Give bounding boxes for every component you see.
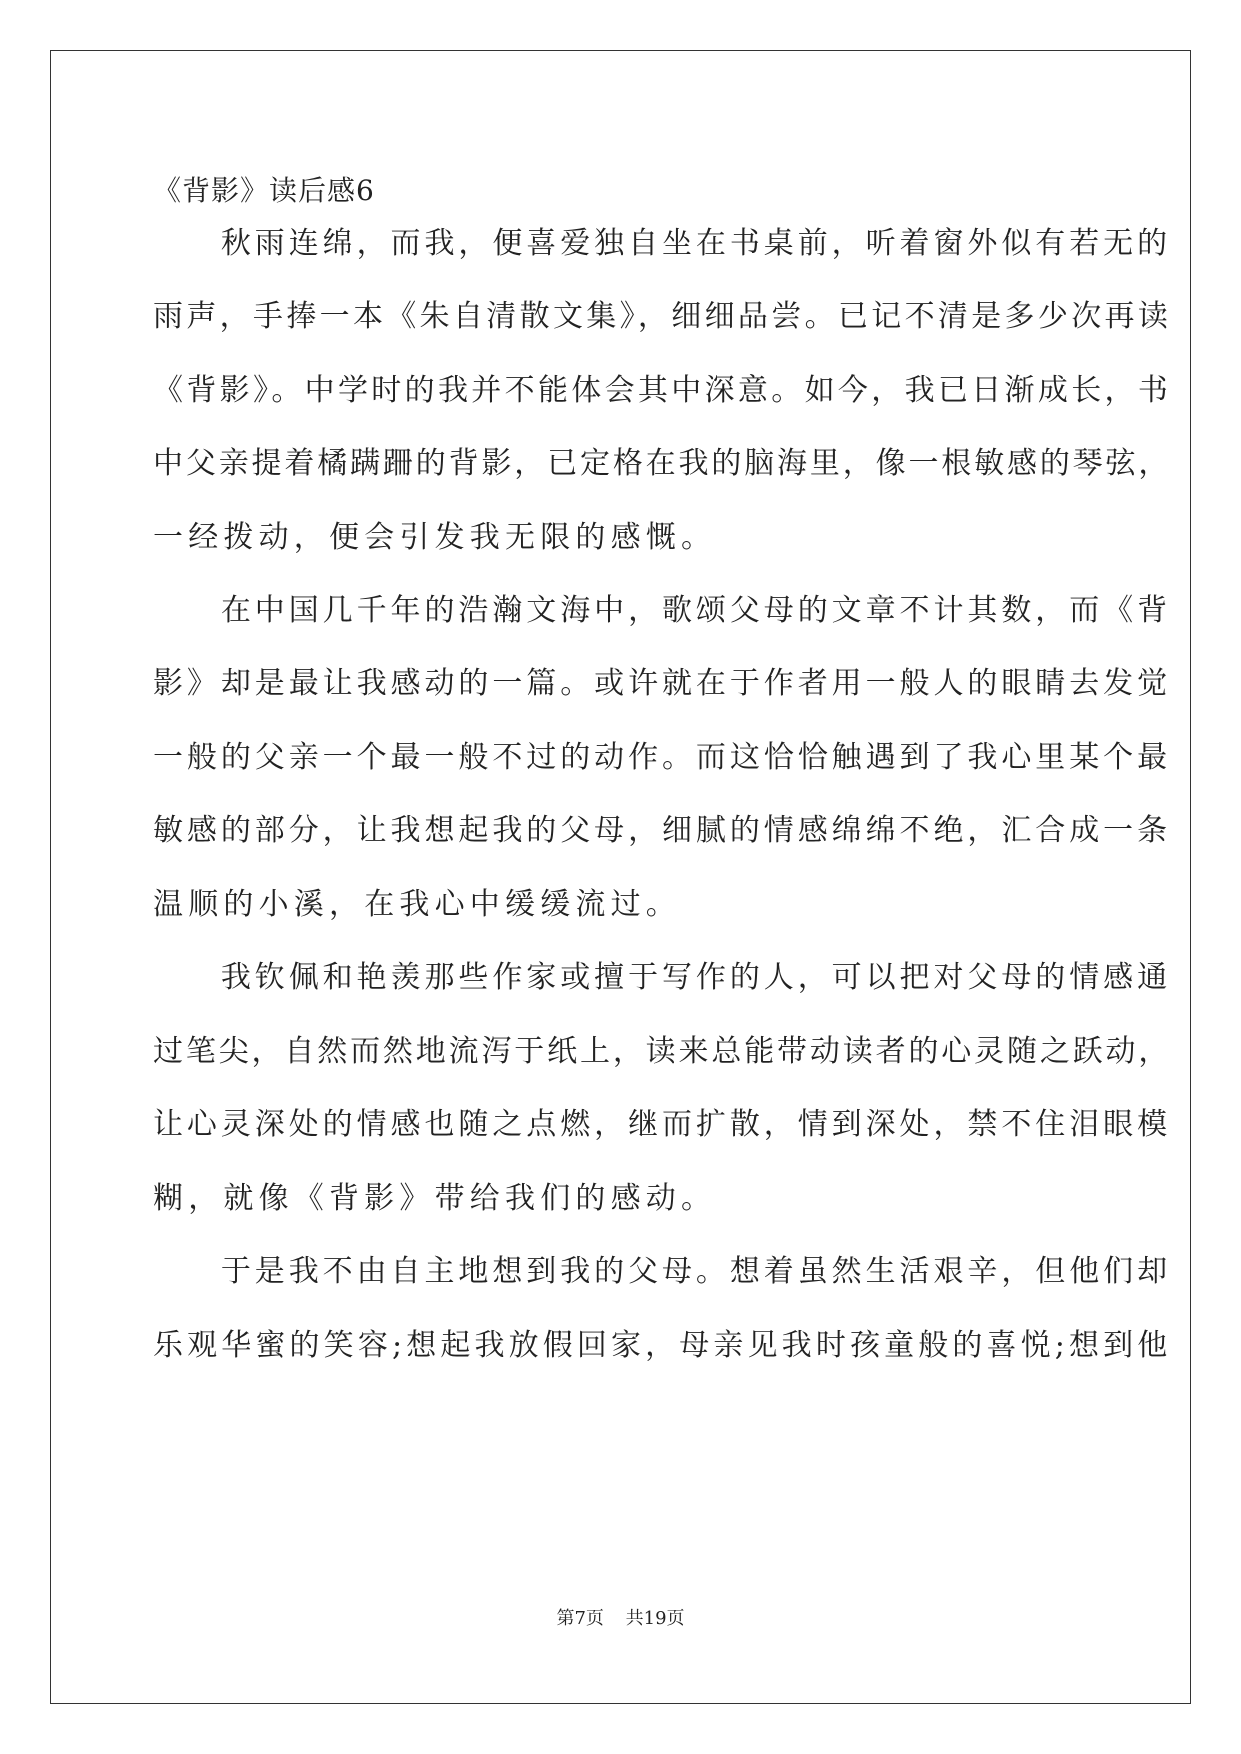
- text-line: 一经拨动，便会引发我无限的感慨。: [153, 520, 717, 555]
- text-line: 过笔尖，自然而然地流泻于纸上，读来总能带动读者的心灵随之跃动，: [153, 1034, 1172, 1069]
- text-line: 温顺的小溪，在我心中缓缓流过。: [153, 887, 681, 922]
- text-line: 我钦佩和艳羡那些作家或擅于写作的人，可以把对父母的情感通: [153, 960, 1171, 995]
- text-line: 在中国几千年的浩瀚文海中，歌颂父母的文章不计其数，而《背: [153, 593, 1171, 628]
- page-total: 共19页: [625, 1608, 685, 1629]
- page-number: 第7页: [556, 1608, 604, 1629]
- text-line: 一般的父亲一个最一般不过的动作。而这恰恰触遇到了我心里某个最: [153, 740, 1171, 775]
- text-line: 糊，就像《背影》带给我们的感动。: [153, 1181, 717, 1216]
- text-line: 让心灵深处的情感也随之点燃，继而扩散，情到深处，禁不住泪眼模: [153, 1107, 1171, 1142]
- text-line: 敏感的部分，让我想起我的父母，细腻的情感绵绵不绝，汇合成一条: [153, 813, 1171, 848]
- document-title: 《背影》读后感6: [153, 174, 375, 207]
- text-line: 《背影》。中学时的我并不能体会其中深意。如今，我已日渐成长，书: [153, 373, 1172, 408]
- text-line: 秋雨连绵，而我，便喜爱独自坐在书桌前，听着窗外似有若无的: [153, 226, 1171, 261]
- text-line: 乐观华蜜的笑容;想起我放假回家，母亲见我时孩童般的喜悦;想到他: [153, 1328, 1172, 1363]
- text-line: 中父亲提着橘蹒跚的背影，已定格在我的脑海里，像一根敏感的琴弦，: [153, 446, 1172, 481]
- text-line: 影》却是最让我感动的一篇。或许就在于作者用一般人的眼睛去发觉: [153, 666, 1171, 701]
- page-footer: [0, 1607, 1241, 1631]
- text-line: 于是我不由自主地想到我的父母。想着虽然生活艰辛，但他们却: [153, 1254, 1171, 1289]
- text-line: 雨声，手捧一本《朱自清散文集》，细细品尝。已记不清是多少次再读: [153, 299, 1172, 334]
